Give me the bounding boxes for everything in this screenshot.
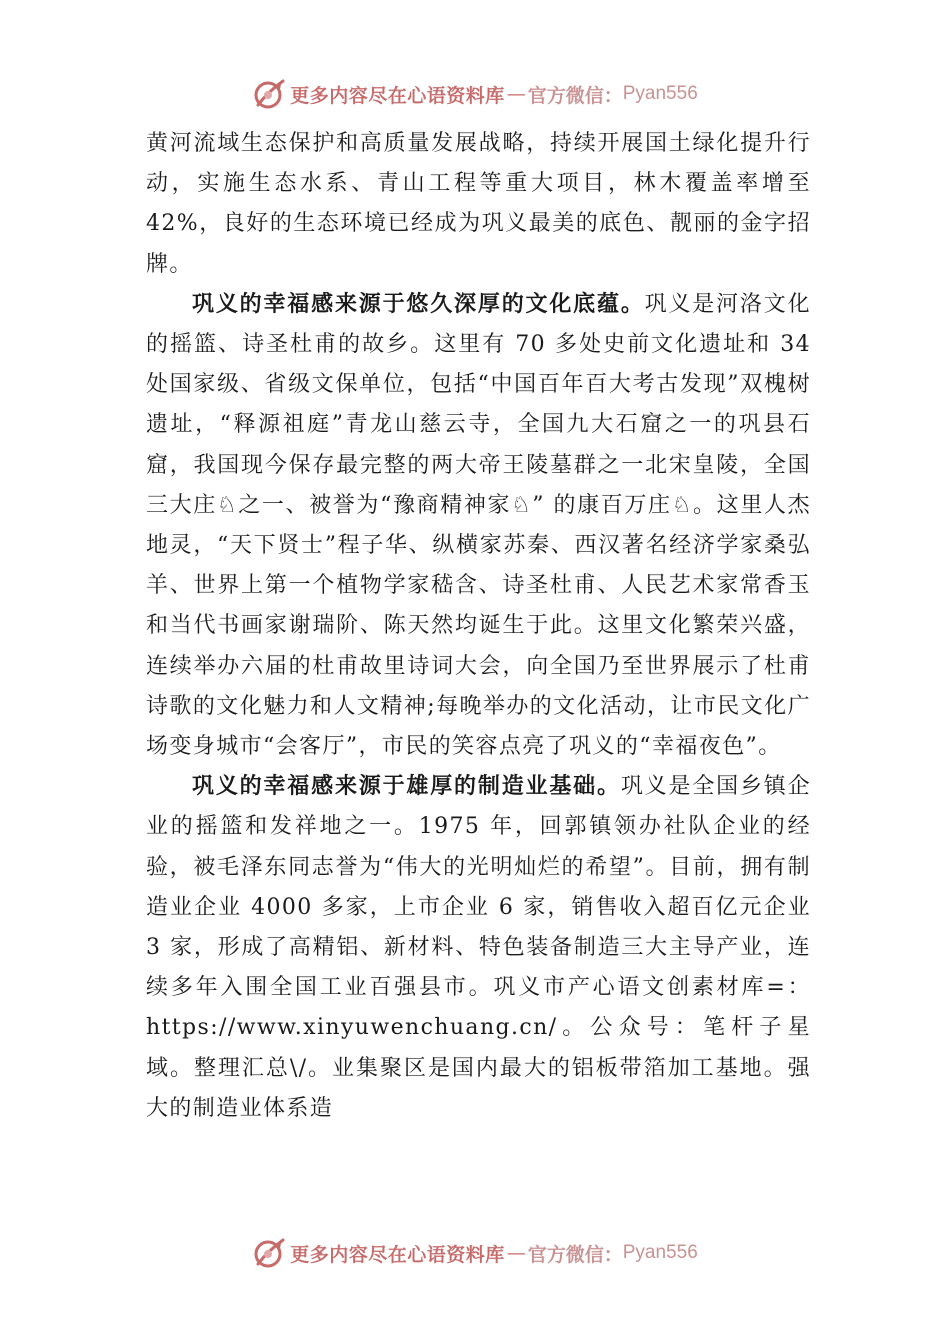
banner-main-text: 更多内容尽在心语资料库 [290,84,505,107]
banner-separator: — [506,83,526,105]
footer-watermark-banner [0,1233,950,1273]
paragraph-text: 巩义是河洛文化的摇篮、诗圣杜甫的故乡。这里有 70 多处史前文化遗址和 34 处国家级、省级文保单位，包括“中国百年百大考古发现”双槐树遗址，“释源祖庭”青龙山慈云寺，全国九大石窟之一的巩县石窟，我国现今保存最完整的两大帝王陵墓群之一北宋皇陵，全国三大庄♘之一、被誉为“豫商精神家♘” 的康百万庄♘。这里人杰地灵，“天下贤士”程子华、纵横家苏秦、西汉著名经济学家桑弘羊、世界上第一个植物学家嵇含、诗圣杜甫、人民艺术家常香玉和当代书画家谢瑞阶、陈天然均诞生于此。这里文化繁荣兴盛，连续举办六届的杜甫故里诗词大会，向全国乃至世界展示了杜甫诗歌的文化魅力和人文精神;每晚举办的文化活动，让市民文化广场变身城市“会客厅”，市民的笑容点亮了巩义的“幸福夜色”。 [146,291,811,760]
paragraph-lead-heading: 巩义的幸福感来源于雄厚的制造业基础。 [192,774,621,800]
header-watermark-banner [0,74,950,114]
banner-main-text: 更多内容尽在心语资料库 [290,1243,505,1266]
document-body [146,124,811,1129]
brush-logo-icon [252,77,286,111]
banner-wechat-id: Pyan556 [622,1242,698,1263]
banner-separator: — [506,1242,526,1264]
paragraph-ecology [146,124,811,285]
paragraph-text: 巩义是全国乡镇企业的摇篮和发祥地之一。1975 年，回郭镇领办社队企业的经验，被毛泽东同志誉为“伟大的光明灿烂的希望”。目前，拥有制造业企业 4000 多家，上市企业 6 家，销售收入超百亿元企业 3 家，形成了高精铝、新材料、特色装备制造三大主导产业，连续多年入围全国工业百强县市。巩义市产心语文创素材库=：https://www.xinyuwenchuang.cn/。公众号：笔杆子星域。整理汇总\/。业集聚区是国内最大的铝板带箔加工基地。强大的制造业体系造 [146,774,812,1121]
banner-wechat-label: 官方微信： [527,1243,623,1266]
banner-wechat-id: Pyan556 [622,83,698,104]
paragraph-text: 黄河流域生态保护和高质量发展战略，持续开展国土绿化提升行动，实施生态水系、青山工程等重大项目，林木覆盖率增至 42%，良好的生态环境已经成为巩义最美的底色、靓丽的金字招牌。 [146,131,811,277]
brush-logo-icon [252,1236,286,1270]
paragraph-lead-heading: 巩义的幸福感来源于悠久深厚的文化底蕴。 [192,291,645,317]
paragraph-culture [146,285,811,767]
paragraph-manufacturing [146,767,811,1129]
banner-wechat-label: 官方微信： [527,84,623,107]
